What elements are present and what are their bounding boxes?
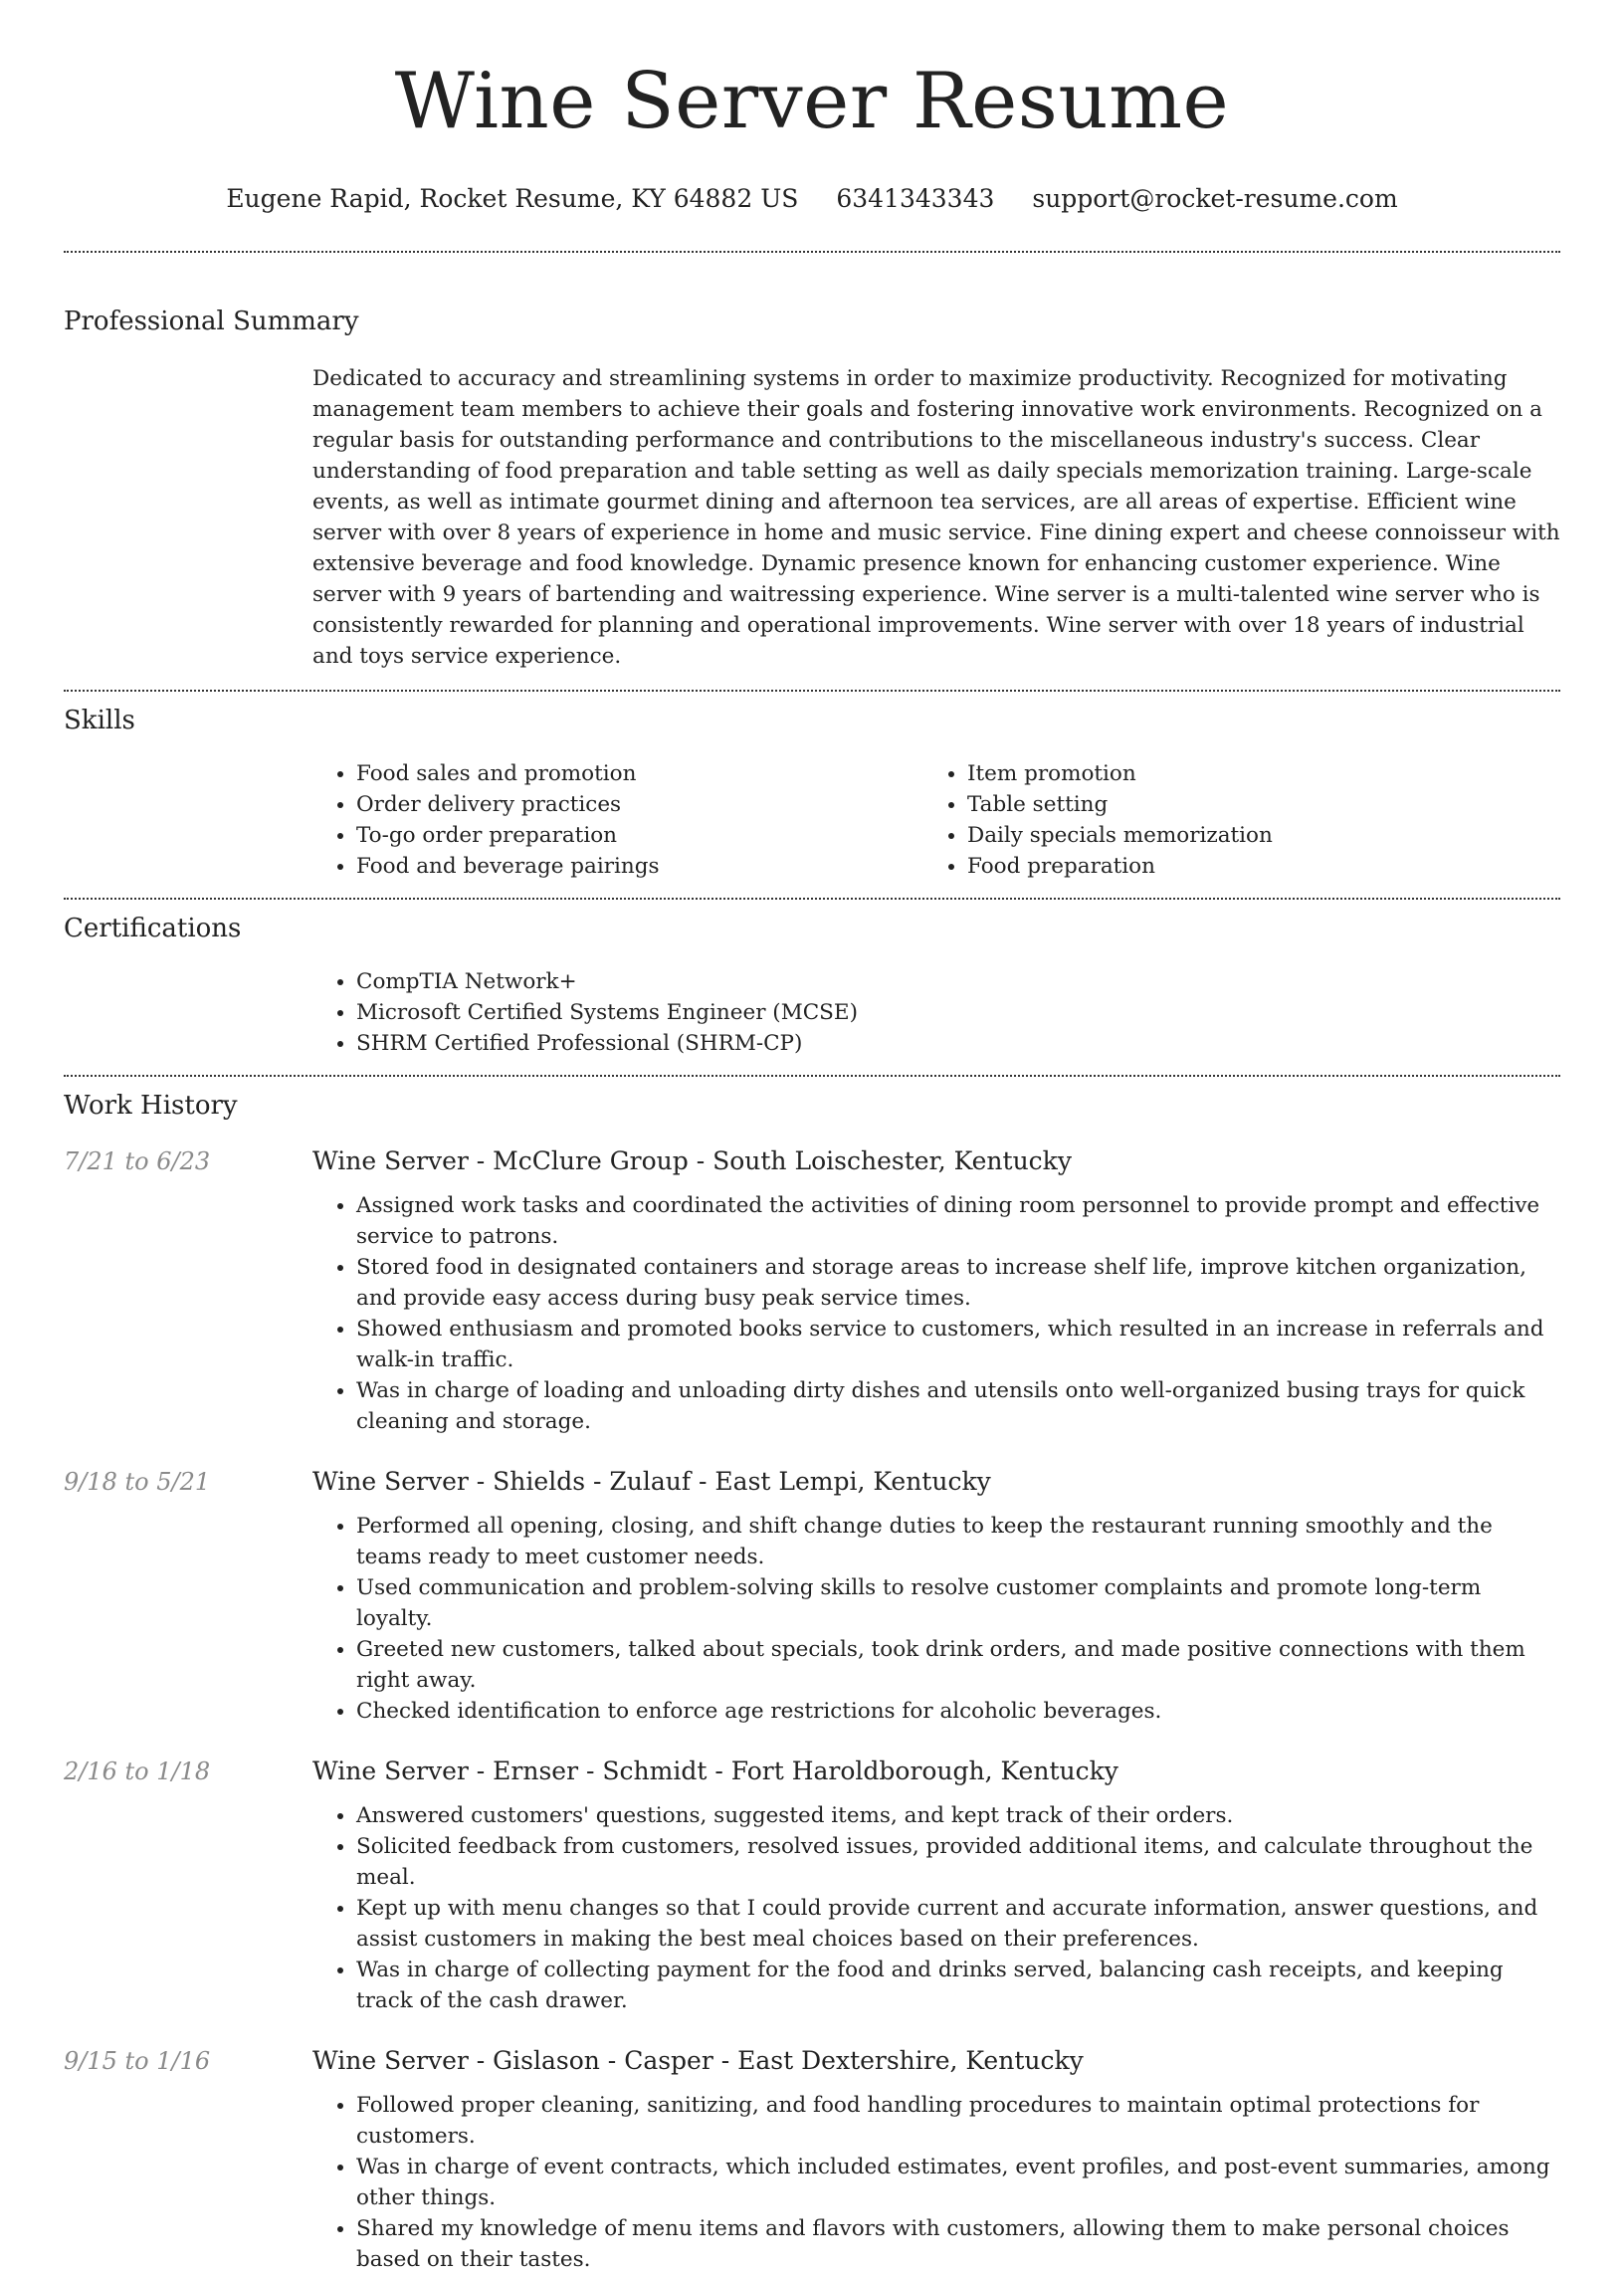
certification-item: • CompTIA Network+	[356, 966, 1560, 997]
skill-item: • Order delivery practices	[356, 789, 923, 820]
summary-text: Dedicated to accuracy and streamlining systems in order to maximize productivity. Recognized for motivating management team members to achieve their goals and fostering innovative work environments. Recognized on a regular basis for outstanding performance and contributions to the miscellaneous industry's success. Clear understanding of food preparation and table setting as well as daily specials memorization training. Large-scale events, as well as intimate gourmet dining and afternoon tea services, are all areas of expertise. Efficient wine server with over 8 years of experience in home and music service. Fine dining expert and cheese connoisseur with extensive beverage and food knowledge. Dynamic presence known for enhancing customer experience. Wine server with 9 years of bartending and waitressing experience. Wine server is a multi-talented wine server who is consistently rewarded for planning and operational improvements. Wine server with over 18 years of industrial and toys service experience.	[312, 366, 1560, 669]
job-bullets	[312, 1511, 1560, 1727]
skill-item: • To-go order preparation	[356, 820, 923, 851]
skill-item: • Food and beverage pairings	[356, 851, 923, 882]
job-main	[312, 2044, 1560, 2275]
contact-line	[64, 181, 1560, 217]
job-bullet: • Solicited feedback from customers, resolved issues, provided additional items, and calculate throughout the meal.	[356, 1831, 1560, 1893]
job-bullet: • Greeted new customers, talked about specials, took drink orders, and made positive connections with them right away.	[356, 1634, 1560, 1696]
job-title: Wine Server - Gislason - Casper - East Dextershire, Kentucky	[312, 2046, 1084, 2075]
skill-item: • Food preparation	[967, 851, 1534, 882]
work-history-heading: Work History	[64, 1091, 238, 1121]
contact-email: support@rocket-resume.com	[1032, 184, 1398, 213]
job-title: Wine Server - McClure Group - South Loischester, Kentucky	[312, 1146, 1072, 1175]
job-main	[312, 1144, 1560, 1437]
job-bullets	[312, 2090, 1560, 2275]
job-bullet: • Was in charge of loading and unloading dirty dishes and utensils onto well-organized busing trays for quick cleaning and storage.	[356, 1375, 1560, 1437]
job-dates: 2/16 to 1/18	[64, 1758, 211, 1785]
job-dates: 7/21 to 6/23	[64, 1147, 211, 1175]
job-entry	[64, 1144, 1560, 1437]
job-dates: 9/18 to 5/21	[64, 1468, 211, 1496]
work-history-section	[64, 1077, 1560, 2275]
contact-address: Eugene Rapid, Rocket Resume, KY 64882 US	[226, 184, 799, 213]
certifications-list	[312, 966, 1560, 1059]
skill-item: • Item promotion	[967, 758, 1534, 789]
job-bullet: • Answered customers' questions, suggested items, and kept track of their orders.	[356, 1800, 1560, 1831]
skills-grid	[312, 758, 1560, 882]
skills-list-right	[923, 758, 1534, 882]
job-bullet: • Was in charge of event contracts, which included estimates, event profiles, and post-event summaries, among other things.	[356, 2152, 1560, 2213]
job-entry	[64, 1755, 1560, 2016]
job-bullet: • Shared my knowledge of menu items and flavors with customers, allowing them to make personal choices based on their tastes.	[356, 2213, 1560, 2275]
summary-heading: Professional Summary	[64, 307, 359, 336]
job-entry	[64, 2044, 1560, 2275]
job-bullet: • Checked identification to enforce age restrictions for alcoholic beverages.	[356, 1696, 1560, 1727]
job-bullet: • Showed enthusiasm and promoted books service to customers, which resulted in an increase in referrals and walk-in traffic.	[356, 1314, 1560, 1375]
skill-item: • Table setting	[967, 789, 1534, 820]
job-bullet: • Was in charge of collecting payment for the food and drinks served, balancing cash receipts, and keeping track of the cash drawer.	[356, 1955, 1560, 2016]
job-bullet: • Kept up with menu changes so that I could provide current and accurate information, answer questions, and assist customers in making the best meal choices based on their preferences.	[356, 1893, 1560, 1955]
certifications-section	[64, 900, 1560, 1075]
job-bullet: • Followed proper cleaning, sanitizing, and food handling procedures to maintain optimal protections for customers.	[356, 2090, 1560, 2152]
certification-item: • Microsoft Certified Systems Engineer (MCSE)	[356, 997, 1560, 1028]
job-title: Wine Server - Ernser - Schmidt - Fort Haroldborough, Kentucky	[312, 1757, 1118, 1785]
resume-title: Wine Server Resume	[394, 57, 1230, 146]
job-bullet: • Stored food in designated containers and storage areas to increase shelf life, improve kitchen organization, and provide easy access during busy peak service times.	[356, 1252, 1560, 1314]
certifications-body	[312, 966, 1560, 1059]
summary-body	[312, 363, 1560, 672]
skills-heading: Skills	[64, 706, 135, 735]
skill-item: • Food sales and promotion	[356, 758, 923, 789]
summary-section	[64, 253, 1560, 690]
job-entry	[64, 1465, 1560, 1727]
job-bullet: • Performed all opening, closing, and shift change duties to keep the restaurant running smoothly and the teams ready to meet customer needs.	[356, 1511, 1560, 1572]
job-main	[312, 1465, 1560, 1727]
certifications-heading: Certifications	[64, 914, 242, 943]
job-bullet: • Used communication and problem-solving skills to resolve customer complaints and promote long-term loyalty.	[356, 1572, 1560, 1634]
skills-section	[64, 692, 1560, 898]
skills-list-left	[312, 758, 923, 882]
job-title: Wine Server - Shields - Zulauf - East Lempi, Kentucky	[312, 1467, 991, 1496]
job-bullets	[312, 1800, 1560, 2016]
job-bullets	[312, 1190, 1560, 1437]
contact-phone: 6341343343	[836, 184, 995, 213]
job-bullet: • Assigned work tasks and coordinated the activities of dining room personnel to provide prompt and effective service to patrons.	[356, 1190, 1560, 1252]
skill-item: • Daily specials memorization	[967, 820, 1534, 851]
job-dates: 9/15 to 1/16	[64, 2047, 211, 2075]
job-main	[312, 1755, 1560, 2016]
certification-item: • SHRM Certified Professional (SHRM-CP)	[356, 1028, 1560, 1059]
